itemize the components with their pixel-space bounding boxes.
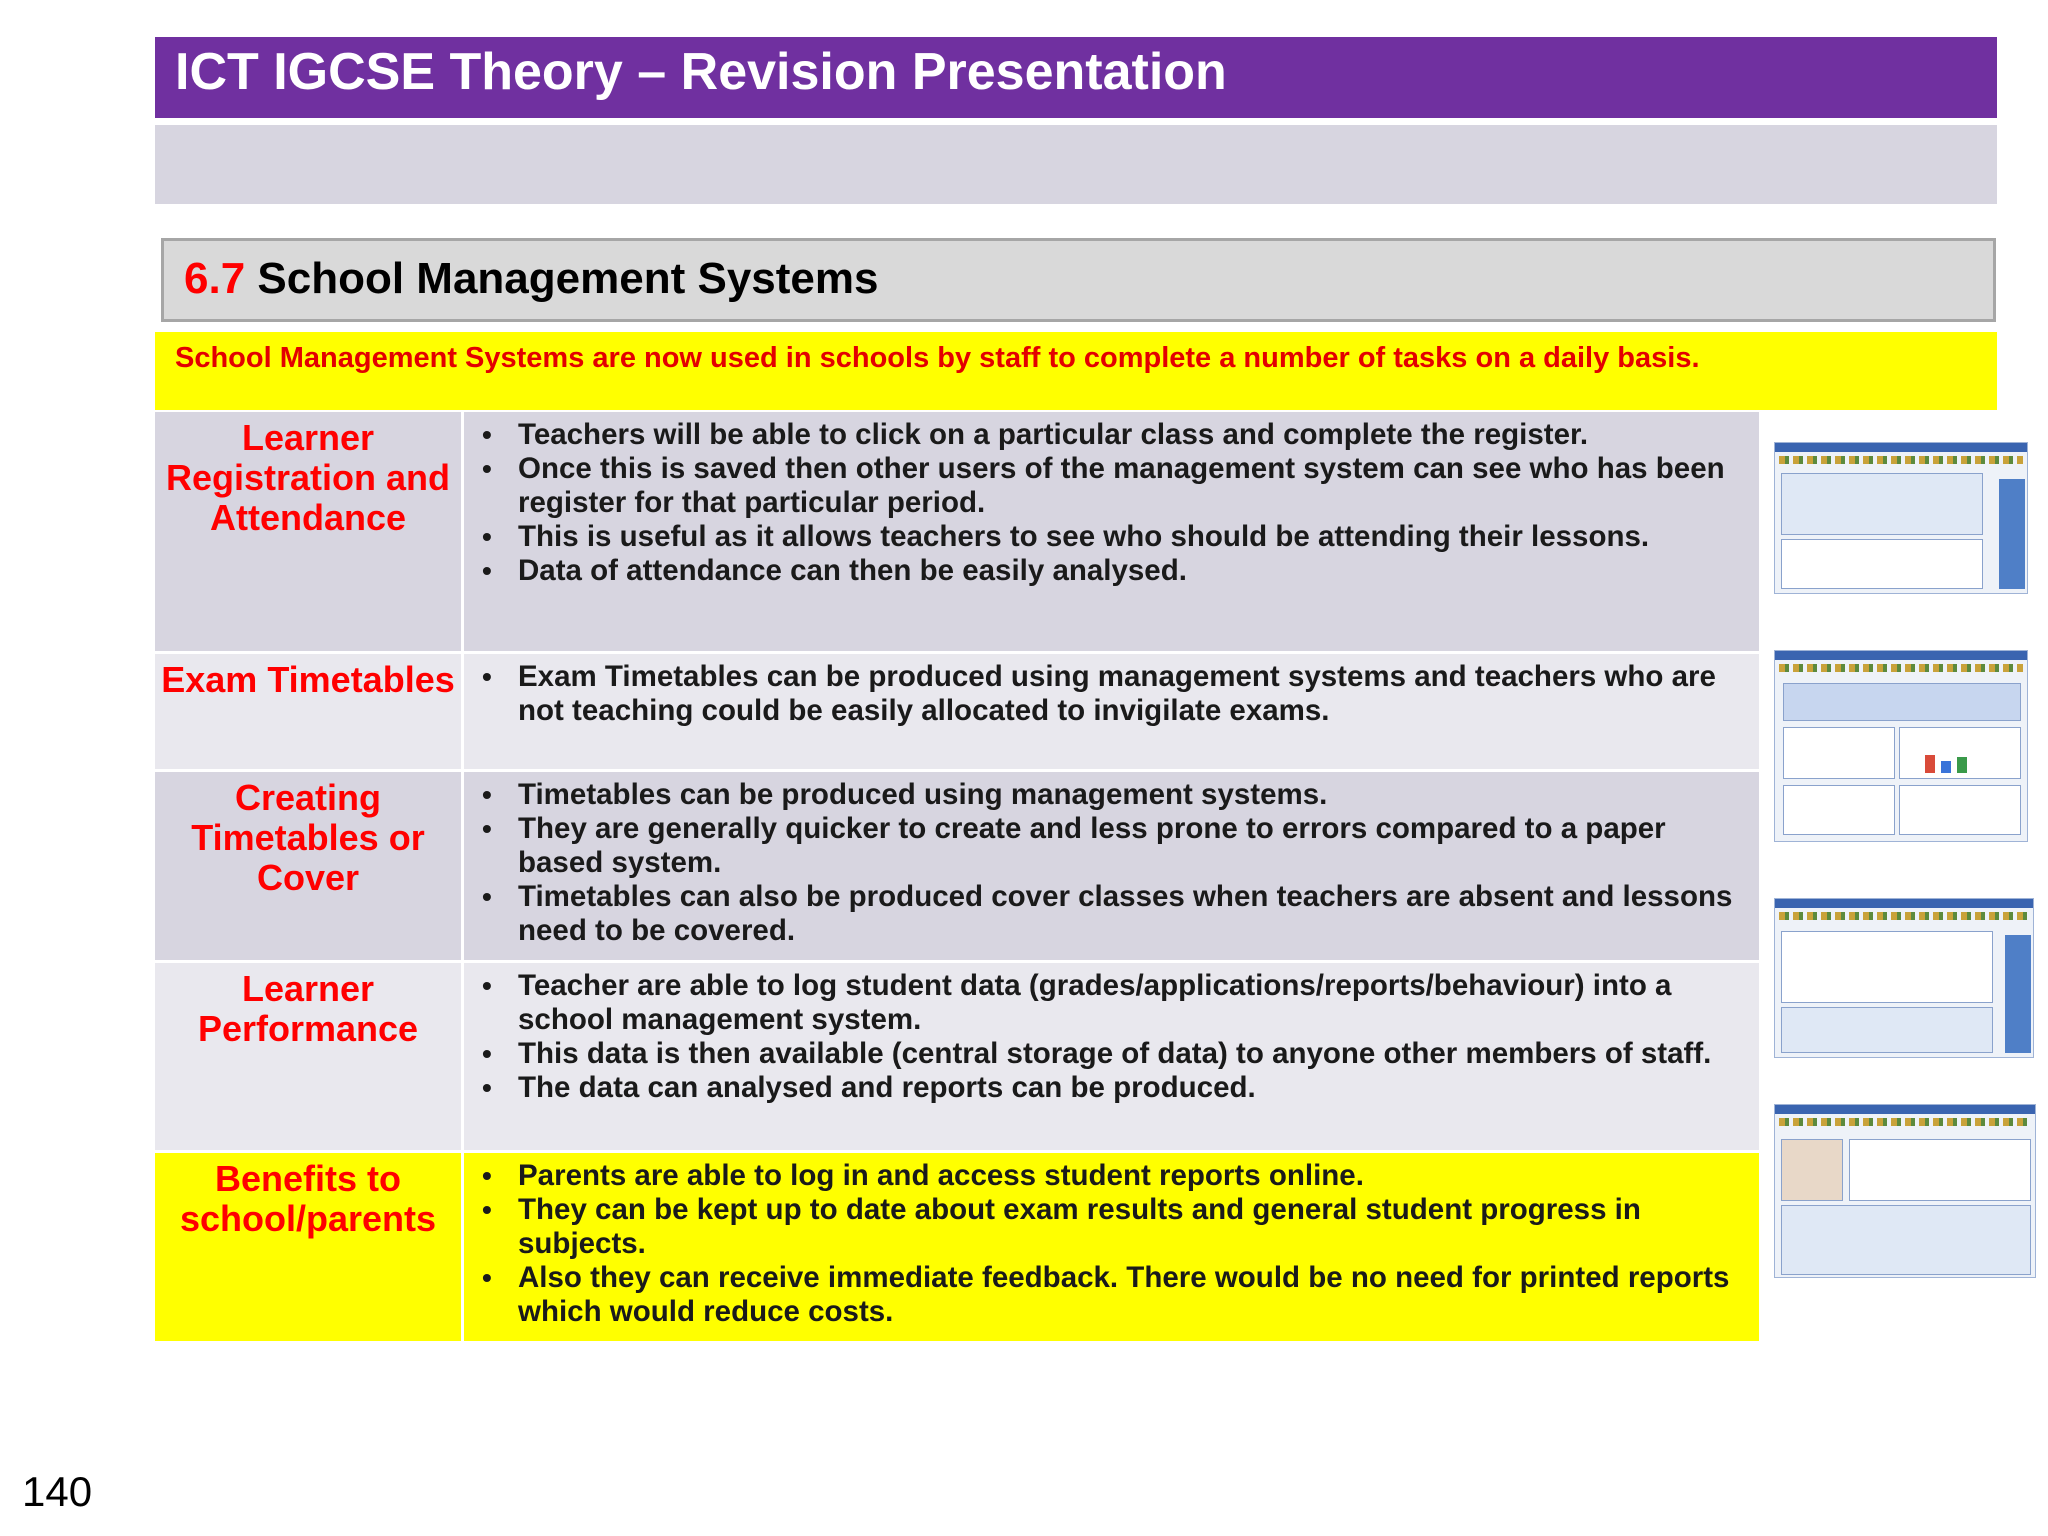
bullet-item: • Timetables can be produced using management systems. <box>518 778 1739 812</box>
screenshot-registration <box>1774 442 2028 594</box>
row-body <box>461 772 1759 960</box>
row-body <box>461 963 1759 1150</box>
bullet-item: • They can be kept up to date about exam results and general student progress in subjects. <box>518 1193 1739 1261</box>
row-body <box>461 1153 1759 1341</box>
row-label: Learner Performance <box>197 968 419 1049</box>
bullet-item: • This data is then available (central storage of data) to anyone other members of staff. <box>518 1037 1739 1071</box>
page-number: 140 <box>22 1468 93 1515</box>
section-number: 6.7 <box>184 254 246 303</box>
bullet-item: • Teacher are able to log student data (grades/applications/reports/behaviour) into a school management system. <box>518 969 1739 1037</box>
bullet-item: • Once this is saved then other users of the management system can see who has been register for that particular period. <box>518 452 1739 520</box>
table-row-exam-timetables <box>155 654 1759 772</box>
row-label: Learner Registration and Attendance <box>165 417 451 538</box>
bullet-item: • Also they can receive immediate feedback. There would be no need for printed reports which would reduce costs. <box>518 1261 1739 1329</box>
topic-table <box>155 412 1759 1341</box>
presentation-title: ICT IGCSE Theory – Revision Presentation <box>155 37 1997 118</box>
row-label: Exam Timetables <box>161 659 455 700</box>
row-label: Benefits to school/parents <box>179 1158 437 1239</box>
bullet-item: • This is useful as it allows teachers to see who should be attending their lessons. <box>518 520 1739 554</box>
bullet-item: • Exam Timetables can be produced using management systems and teachers who are not teaching could be easily allocated to invigilate exams. <box>518 660 1739 728</box>
subtitle-bar <box>155 125 1997 204</box>
screenshot-cover <box>1774 898 2034 1058</box>
bullet-item: • Timetables can also be produced cover classes when teachers are absent and lessons need to be covered. <box>518 880 1739 948</box>
screenshot-timetable <box>1774 650 2028 842</box>
table-row-learner-performance <box>155 963 1759 1153</box>
table-row-registration <box>155 412 1759 654</box>
bullet-item: • Teachers will be able to click on a particular class and complete the register. <box>518 418 1739 452</box>
bullet-item: • Parents are able to log in and access student reports online. <box>518 1159 1739 1193</box>
bullet-item: • They are generally quicker to create and less prone to errors compared to a paper based system. <box>518 812 1739 880</box>
table-row-benefits <box>155 1153 1759 1341</box>
row-label: Creating Timetables or Cover <box>191 777 425 898</box>
row-body <box>461 412 1759 651</box>
row-body <box>461 654 1759 769</box>
table-row-timetables-cover <box>155 772 1759 963</box>
bullet-item: • Data of attendance can then be easily analysed. <box>518 554 1739 588</box>
screenshot-performance <box>1774 1104 2036 1278</box>
section-title: School Management Systems <box>257 254 879 303</box>
intro-text: School Management Systems are now used in schools by staff to complete a number of tasks on a daily basis. <box>155 332 1997 410</box>
bullet-item: • The data can analysed and reports can be produced. <box>518 1071 1739 1105</box>
section-heading <box>161 238 1996 322</box>
